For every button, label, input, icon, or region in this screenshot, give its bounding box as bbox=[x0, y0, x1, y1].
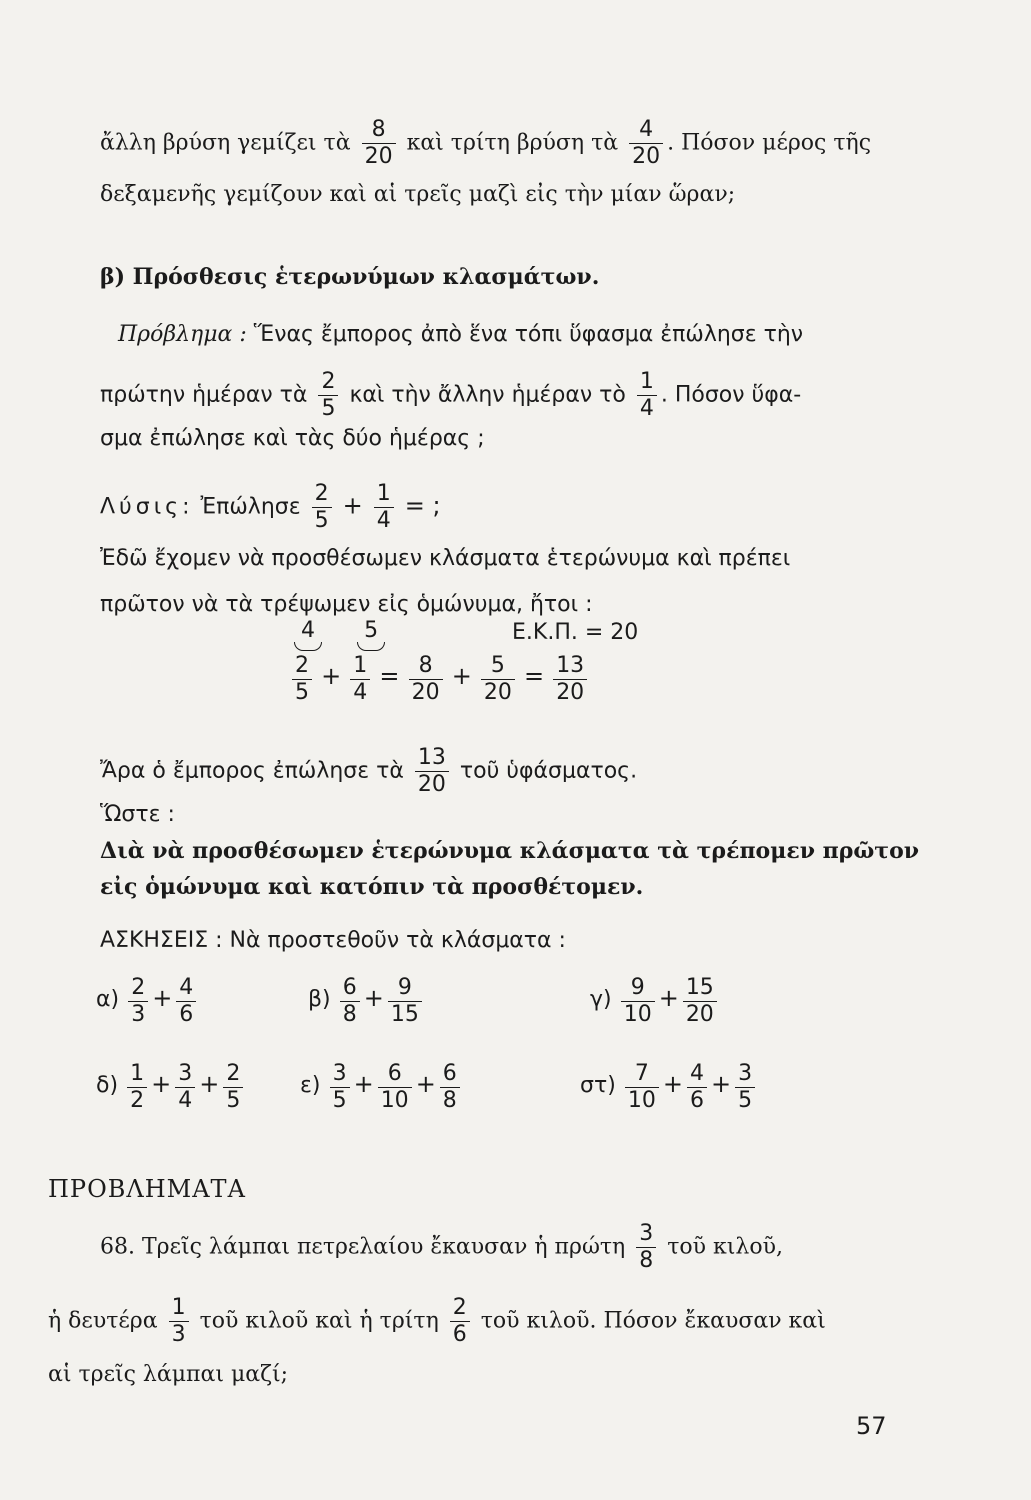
intro-line-2: δεξαμενῆς γεμίζουν καὶ αἱ τρεῖς μαζὶ εἰς τὴν μίαν ὥραν; bbox=[100, 182, 736, 207]
rule-line-2: εἰς ὁμώνυμα καὶ κατόπιν τὰ προσθέτομεν. bbox=[100, 874, 644, 900]
text: τοῦ κιλοῦ. Πόσον ἔκαυσαν καὶ bbox=[480, 1308, 826, 1334]
plus-sign: + bbox=[415, 1070, 436, 1098]
text: ἡ δευτέρα bbox=[48, 1308, 158, 1334]
numerator: 9 bbox=[630, 975, 645, 1000]
denominator: 4 bbox=[175, 1087, 195, 1113]
fraction bbox=[378, 1062, 412, 1113]
numerator: 13 bbox=[417, 745, 446, 770]
fraction bbox=[175, 1062, 195, 1113]
numerator: 6 bbox=[442, 1061, 457, 1086]
denominator: 5 bbox=[735, 1087, 755, 1113]
denominator: 20 bbox=[683, 1001, 717, 1027]
fraction bbox=[683, 976, 717, 1027]
plus-sign: + bbox=[363, 984, 384, 1012]
brace bbox=[357, 642, 385, 651]
factor-1 bbox=[294, 620, 322, 651]
numerator: 3 bbox=[639, 1221, 654, 1246]
fraction bbox=[176, 976, 196, 1027]
answer-line bbox=[100, 746, 880, 797]
fraction bbox=[223, 1062, 243, 1113]
denominator: 20 bbox=[415, 771, 449, 797]
denominator: 4 bbox=[637, 395, 657, 421]
numerator: 1 bbox=[171, 1295, 186, 1320]
numerator: 2 bbox=[314, 481, 329, 506]
text: τοῦ κιλοῦ καὶ ἡ τρίτη bbox=[199, 1308, 439, 1334]
numerator: 1 bbox=[353, 653, 368, 678]
denominator: 2 bbox=[127, 1087, 147, 1113]
fraction bbox=[350, 654, 370, 705]
exercise-f bbox=[580, 1062, 759, 1113]
problems-heading: ΠΡΟΒΛΗΜΑΤΑ bbox=[48, 1175, 246, 1203]
problem-label: Πρόβλημα : bbox=[118, 322, 247, 347]
problem-line-1 bbox=[100, 320, 880, 350]
fraction bbox=[388, 976, 422, 1027]
problem-68-line-2 bbox=[48, 1296, 828, 1347]
exercise-label: γ) bbox=[590, 987, 612, 1012]
denominator: 5 bbox=[312, 507, 332, 533]
text: Ἄρα ὁ ἔμπορος ἐπώλησε τὰ bbox=[100, 758, 404, 784]
text: τοῦ κιλοῦ, bbox=[667, 1234, 783, 1260]
solution-label: Λύσις: bbox=[100, 494, 194, 520]
fraction bbox=[621, 976, 655, 1027]
equals-question: = ; bbox=[404, 491, 441, 520]
fraction bbox=[687, 1062, 707, 1113]
explain-line-2: πρῶτον νὰ τὰ τρέψωμεν εἰς ὁμώνυμα, ἤτοι : bbox=[100, 592, 593, 617]
denominator: 20 bbox=[362, 143, 396, 169]
denominator: 20 bbox=[629, 143, 663, 169]
numerator: 3 bbox=[332, 1061, 347, 1086]
fraction bbox=[128, 976, 148, 1027]
section-heading: β) Πρόσθεσις ἑτερωνύμων κλασμάτων. bbox=[100, 264, 600, 290]
fraction bbox=[450, 1296, 470, 1347]
exercise-e bbox=[300, 1062, 464, 1113]
denominator: 10 bbox=[625, 1087, 659, 1113]
numerator: 6 bbox=[342, 975, 357, 1000]
denominator: 4 bbox=[374, 507, 394, 533]
denominator: 4 bbox=[350, 679, 370, 705]
text: Ἐπώλησε bbox=[200, 494, 301, 520]
numerator: 3 bbox=[738, 1061, 753, 1086]
plus-sign: + bbox=[199, 1070, 220, 1098]
fraction bbox=[292, 654, 312, 705]
fraction bbox=[553, 654, 587, 705]
denominator: 5 bbox=[330, 1087, 350, 1113]
fraction bbox=[318, 370, 338, 421]
fraction bbox=[374, 482, 394, 533]
factor-value: 4 bbox=[301, 618, 315, 643]
fraction bbox=[340, 976, 360, 1027]
denominator: 8 bbox=[340, 1001, 360, 1027]
factor-2 bbox=[357, 620, 385, 651]
numerator: 2 bbox=[295, 653, 309, 678]
exercise-label: α) bbox=[96, 987, 120, 1012]
fraction bbox=[636, 1222, 656, 1273]
denominator: 20 bbox=[553, 679, 587, 705]
intro-line-1 bbox=[100, 118, 880, 169]
numerator: 2 bbox=[321, 369, 336, 394]
equals-sign: = bbox=[523, 662, 545, 690]
numerator: 1 bbox=[639, 369, 654, 394]
numerator: 2 bbox=[226, 1061, 241, 1086]
explain-line-1: Ἐδῶ ἔχομεν νὰ προσθέσωμεν κλάσματα ἑτερώνυμα καὶ πρέπει bbox=[100, 546, 791, 571]
plus-sign: + bbox=[710, 1070, 732, 1098]
fraction bbox=[415, 746, 449, 797]
denominator: 6 bbox=[687, 1087, 707, 1113]
denominator: 15 bbox=[388, 1001, 422, 1027]
text: . Πόσον ὕφα- bbox=[660, 382, 802, 408]
exercise-a bbox=[96, 976, 200, 1027]
fraction bbox=[312, 482, 332, 533]
factor-value: 5 bbox=[364, 618, 379, 643]
fraction bbox=[637, 370, 657, 421]
problem-line-2 bbox=[100, 370, 880, 421]
rule-line-1: Διὰ νὰ προσθέσωμεν ἑτερώνυμα κλάσματα τὰ τρέπομεν πρῶτον bbox=[100, 838, 920, 864]
denominator: 6 bbox=[176, 1001, 196, 1027]
numerator: 6 bbox=[387, 1061, 402, 1086]
plus-sign: + bbox=[152, 984, 173, 1012]
numerator: 9 bbox=[397, 975, 412, 1000]
denominator: 20 bbox=[481, 679, 515, 705]
exercise-label: β) bbox=[308, 987, 331, 1012]
exercise-label: ε) bbox=[300, 1073, 321, 1098]
plus-sign: + bbox=[342, 491, 363, 520]
hence-label: Ὥστε : bbox=[100, 802, 175, 827]
plus-sign: + bbox=[321, 662, 342, 690]
plus-sign: + bbox=[451, 662, 472, 690]
page-number: 57 bbox=[856, 1412, 887, 1440]
numerator: 13 bbox=[556, 653, 585, 678]
plus-sign: + bbox=[353, 1070, 374, 1098]
denominator: 10 bbox=[378, 1087, 412, 1113]
calc-factors bbox=[294, 620, 385, 651]
fraction bbox=[127, 1062, 147, 1113]
numerator: 2 bbox=[452, 1295, 467, 1320]
text: Ἕνας ἔμπορος ἀπὸ ἕνα τόπι ὕφασμα ἐπώλησε τὴν bbox=[253, 322, 804, 347]
equals-sign: = bbox=[379, 662, 400, 690]
text: 68. Τρεῖς λάμπαι πετρελαίου ἔκαυσαν ἡ πρώτη bbox=[100, 1234, 626, 1260]
calc-equation bbox=[288, 654, 591, 705]
text: ἄλλη βρύση γεμίζει τὰ bbox=[100, 130, 351, 156]
text: καὶ τρίτη βρύση τὰ bbox=[406, 130, 619, 156]
numerator: 4 bbox=[179, 975, 194, 1000]
brace bbox=[294, 642, 322, 651]
denominator: 5 bbox=[292, 679, 312, 705]
solution-line bbox=[100, 482, 880, 533]
numerator: 4 bbox=[639, 117, 654, 142]
plus-sign: + bbox=[658, 984, 679, 1012]
numerator: 3 bbox=[178, 1061, 193, 1086]
exercise-d bbox=[96, 1062, 247, 1113]
numerator: 1 bbox=[130, 1061, 145, 1086]
exercise-label: δ) bbox=[96, 1073, 119, 1098]
denominator: 8 bbox=[636, 1247, 656, 1273]
fraction bbox=[362, 118, 396, 169]
exercise-b bbox=[308, 976, 426, 1027]
denominator: 3 bbox=[169, 1321, 189, 1347]
fraction bbox=[735, 1062, 755, 1113]
denominator: 3 bbox=[128, 1001, 148, 1027]
denominator: 6 bbox=[450, 1321, 470, 1347]
exercise-c bbox=[590, 976, 721, 1027]
fraction bbox=[169, 1296, 189, 1347]
problem-68-line-3: αἱ τρεῖς λάμπαι μαζί; bbox=[48, 1362, 289, 1387]
numerator: 2 bbox=[131, 975, 146, 1000]
fraction bbox=[629, 118, 663, 169]
problem-68-line-1 bbox=[100, 1222, 880, 1273]
text: τοῦ ὑφάσματος. bbox=[459, 758, 638, 784]
plus-sign: + bbox=[151, 1070, 172, 1098]
problem-line-3: σμα ἐπώλησε καὶ τὰς δύο ἡμέρας ; bbox=[100, 426, 485, 451]
text: πρώτην ἡμέραν τὰ bbox=[100, 382, 308, 408]
numerator: 4 bbox=[689, 1061, 704, 1086]
numerator: 5 bbox=[490, 653, 505, 678]
text: . Πόσον μέρος τῆς bbox=[667, 130, 872, 156]
numerator: 15 bbox=[685, 975, 714, 1000]
plus-sign: + bbox=[662, 1070, 683, 1098]
fraction bbox=[330, 1062, 350, 1113]
denominator: 8 bbox=[440, 1087, 460, 1113]
numerator: 8 bbox=[418, 653, 433, 678]
fraction bbox=[440, 1062, 460, 1113]
numerator: 8 bbox=[371, 117, 386, 142]
fraction bbox=[481, 654, 515, 705]
numerator: 1 bbox=[376, 481, 391, 506]
text: καὶ τὴν ἄλλην ἡμέραν τὸ bbox=[349, 382, 626, 408]
denominator: 5 bbox=[318, 395, 338, 421]
fraction bbox=[625, 1062, 659, 1113]
numerator: 7 bbox=[634, 1061, 649, 1086]
exercises-title: ΑΣΚΗΣΕΙΣ : Νὰ προστεθοῦν τὰ κλάσματα : bbox=[100, 928, 566, 953]
lcm-label: Ε.Κ.Π. = 20 bbox=[512, 620, 639, 645]
denominator: 5 bbox=[223, 1087, 243, 1113]
denominator: 20 bbox=[409, 679, 443, 705]
fraction bbox=[409, 654, 443, 705]
denominator: 10 bbox=[621, 1001, 655, 1027]
exercise-label: στ) bbox=[580, 1073, 616, 1098]
